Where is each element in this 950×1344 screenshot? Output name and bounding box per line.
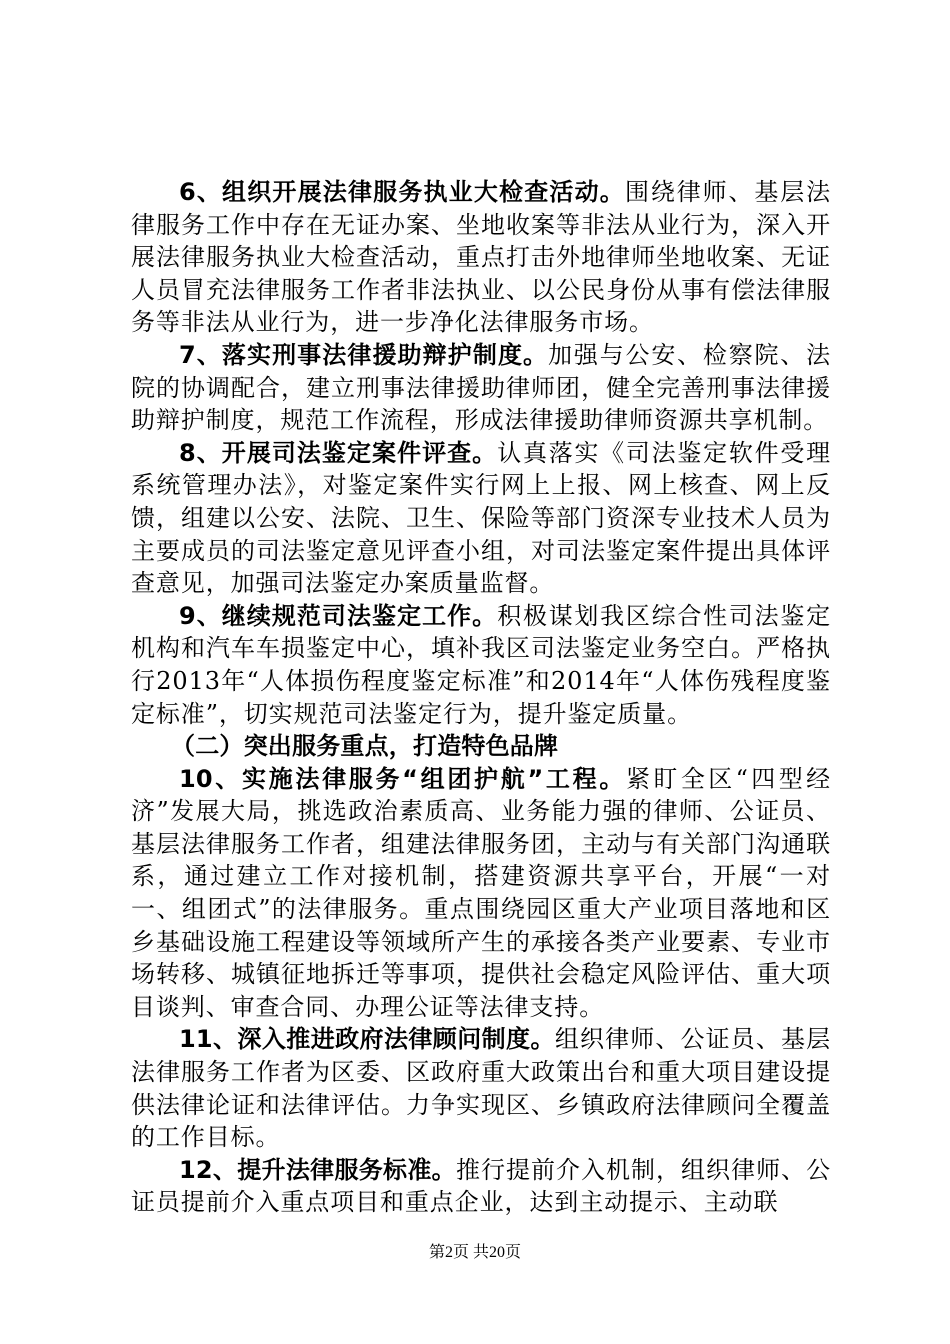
paragraph-lead: 8、开展司法鉴定案件评查。: [179, 438, 498, 467]
paragraph-text: 推行提前介入机制，组织律师、公证员提前介入重点项目和重点企业，达到主动提示、主动联: [131, 1155, 831, 1217]
paragraph-lead: 6、组织开展法律服务执业大检查活动。: [179, 178, 625, 206]
paragraph-12: [131, 1154, 831, 1219]
paragraph-text: 认真落实《司法鉴定软件受理系统管理办法》，对鉴定案件实行网上上报、网上核查、网上反馈，组建以公安、法院、卫生、保险等部门资深专业技术人员为主要成员的司法鉴定意见评查小组，对司法鉴定案件提出具体评查意见，加强司法鉴定办案质量监督。: [131, 438, 831, 598]
document-body: [131, 176, 831, 1219]
paragraph-text: 紧盯全区“四型经济”发展大局，挑选政治素质高、业务能力强的律师、公证员、基层法律服务工作者，组建法律服务团，主动与有关部门沟通联系，通过建立工作对接机制，搭建资源共享平台，开展“一对一、组团式”的法律服务。重点围绕园区重大产业项目落地和区乡基础设施工程建设等领域所产生的承接各类产业要素、专业市场转移、城镇征地拆迁等事项，提供社会稳定风险评估、重大项目谈判、审查合同、办理公证等法律支持。: [131, 764, 831, 1021]
paragraph-text: 围绕律师、基层法律服务工作中存在无证办案、坐地收案等非法从业行为，深入开展法律服务执业大检查活动，重点打击外地律师坐地收案、无证人员冒充法律服务工作者非法执业、以公民身份从事有偿法律服务等非法从业行为，进一步净化法律服务市场。: [131, 178, 831, 337]
paragraph-8: [131, 437, 831, 600]
page-number-footer: 第2页 共20页: [428, 1244, 521, 1261]
paragraph-lead: 10、实施法律服务“组团护航”工程。: [179, 764, 627, 793]
paragraph-lead: 9、继续规范司法鉴定工作。: [179, 601, 498, 630]
paragraph-11: [131, 1023, 831, 1153]
paragraph-text: 加强与公安、检察院、法院的协调配合，建立刑事法律援助律师团，健全完善刑事法律援助辩护制度，规范工作流程，形成法律援助律师资源共享机制。: [131, 340, 831, 435]
paragraph-10: [131, 763, 831, 1024]
paragraph-9: [131, 600, 831, 730]
paragraph-6: [131, 176, 831, 339]
paragraph-7: [131, 339, 831, 437]
paragraph-lead: 7、落实刑事法律援助辩护制度。: [179, 340, 549, 369]
paragraph-text: 积极谋划我区综合性司法鉴定机构和汽车车损鉴定中心，填补我区司法鉴定业务空白。严格执行2013年“人体损伤程度鉴定标准”和2014年“人体伤残程度鉴定标准”，切实规范司法鉴定行为，提升鉴定质量。: [131, 601, 831, 728]
paragraph-lead: 12、提升法律服务标准。: [179, 1155, 456, 1184]
paragraph-lead: 11、深入推进政府法律顾问制度。: [179, 1025, 555, 1054]
paragraph-text: 组织律师、公证员、基层法律服务工作者为区委、区政府重大政策出台和重大项目建设提供法律论证和法律评估。力争实现区、乡镇政府法律顾问全覆盖的工作目标。: [131, 1025, 831, 1152]
section-heading: （二）突出服务重点，打造特色品牌: [171, 732, 559, 761]
